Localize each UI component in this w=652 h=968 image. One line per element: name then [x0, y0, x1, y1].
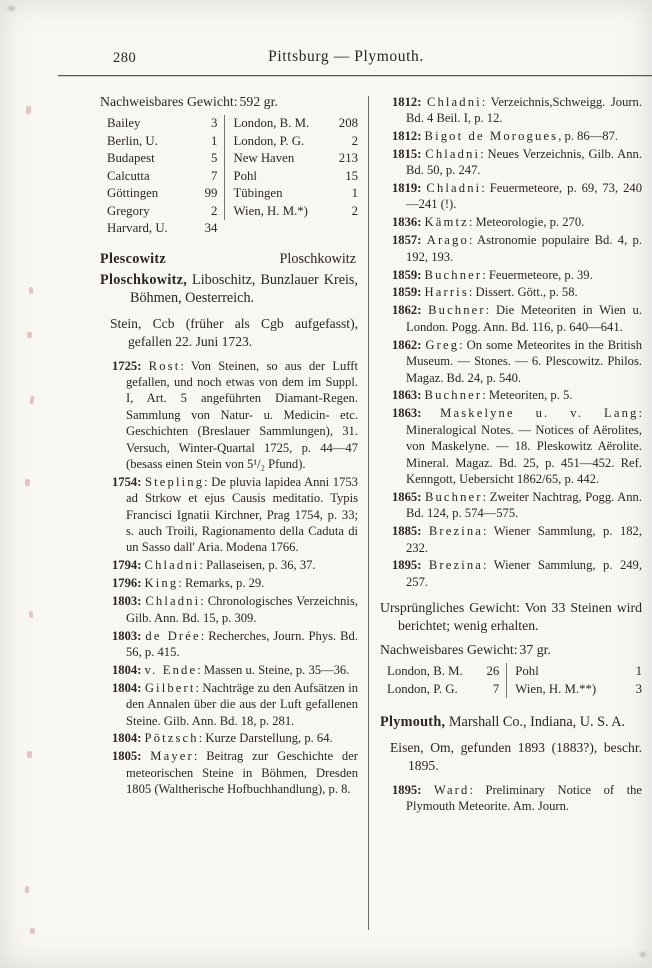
reference-author: Maskelyne u. v. Lang	[440, 406, 639, 421]
reference-year: 1754:	[112, 474, 142, 489]
scan-artifact	[29, 396, 34, 405]
scan-artifact	[25, 886, 30, 893]
reference-text: Remarks, p. 29.	[184, 576, 265, 591]
reference-separator: :	[197, 662, 204, 677]
reference-year: 1859:	[392, 285, 422, 300]
reference-separator: :	[199, 558, 207, 573]
page-header	[0, 48, 652, 70]
reference-year: 1803:	[112, 594, 142, 609]
reference-author: Mayer	[150, 749, 194, 764]
collection-name: Göttingen	[107, 186, 159, 200]
reference-author: Gilbert	[144, 680, 196, 695]
reference-separator: :	[638, 406, 642, 421]
collection-name: London, P. G.	[387, 681, 458, 696]
reference-text: Astronomie populaire Bd. 4, p. 192, 193.	[406, 233, 643, 264]
reference-author: Buchner	[428, 303, 486, 318]
reference-text: On some Meteorites in the British Museum. — Stones. — 6. Plescowitz. Philos. Magaz. Bd. 24, p. 540.	[406, 337, 643, 385]
reference-separator: :	[482, 388, 489, 403]
reference-author: Chladni	[144, 558, 200, 573]
reference-text: Verzeichnis,Schweigg. Journ. Bd. 4 Beil. I, p. 12.	[406, 94, 643, 125]
scan-artifact	[25, 106, 31, 115]
weight-table	[107, 115, 358, 238]
reference-year: 1885:	[392, 524, 422, 539]
collection-value: 26	[486, 664, 500, 679]
reference-text: p. 86—87.	[564, 128, 619, 143]
reference-author: Chladni	[426, 181, 482, 196]
reference-entry	[100, 748, 358, 797]
collection-name: Budapest	[107, 151, 155, 165]
reference-author: Buchner	[424, 267, 483, 282]
weight-table-row	[387, 663, 642, 681]
reference-entry	[100, 474, 358, 556]
collection-name: Harvard, U.	[107, 221, 168, 235]
collection-name: London, B. M.	[224, 115, 334, 133]
reference-entry	[380, 232, 642, 265]
reference-author: Bigot de Morogues	[424, 128, 559, 143]
reference-entry	[100, 680, 358, 729]
weight-table-row	[107, 115, 358, 133]
left-column	[100, 92, 358, 954]
collection-value: 7	[492, 681, 500, 696]
synonym-name: Ploschkowitz	[279, 250, 356, 267]
right-column	[380, 92, 644, 954]
reference-entry	[380, 337, 642, 386]
collection-name: London, B. M.	[387, 664, 463, 679]
weight-table-row	[107, 133, 358, 151]
reference-text: Mineralogical Notes. — Notices of Aërolites, von Maskelyne. — 18. Pleskowitz Aërolite. Mineral. Magaz. Bd. 25, p. 451—452. Ref. Kenngott, Uebersicht 1862/65, p. 442.	[406, 422, 642, 486]
header-rule	[58, 75, 652, 76]
reference-year: 1863:	[392, 388, 422, 403]
collection-name: Tübingen	[224, 185, 334, 203]
reference-separator: :	[468, 215, 476, 230]
reference-text: Von Steinen, so aus der Lufft gefallen, und noch etwas von dem im Suppl. I, Art. 5 angeführten Diamant-Regen. Sammlung von Natur- u. Medicin- etc. Geschichten (Breslauer Sammlungen), 31. Versuch, Winter-Quartal 1725, p. 44—47 (besass einen Stein von 5¹/₂ Pfund).	[126, 358, 358, 471]
collection-name	[224, 220, 334, 238]
reference-year: 1725:	[112, 358, 142, 373]
reference-separator: :	[482, 489, 490, 504]
reference-author: Arago	[426, 233, 469, 248]
reference-year: 1862:	[392, 337, 422, 352]
reference-entry	[380, 782, 642, 815]
reference-separator: :	[198, 731, 206, 746]
reference-entry	[100, 730, 358, 746]
reference-separator: :	[468, 285, 476, 300]
reference-author: Harris	[424, 285, 469, 300]
reference-text: Pallaseisen, p. 36, 37.	[206, 558, 316, 573]
reference-year: 1812:	[392, 128, 422, 143]
reference-separator: :	[200, 594, 208, 609]
entry-description: Stein, Ccb (früher als Cgb aufgefasst), gefallen 22. Juni 1723.	[110, 315, 358, 349]
reference-text: Wiener Sammlung, p. 249, 257.	[406, 558, 642, 589]
reference-separator: :	[195, 680, 203, 695]
reference-entry	[100, 358, 358, 473]
reference-separator: :	[459, 337, 467, 352]
reference-entry	[380, 523, 642, 556]
collection-value	[334, 220, 358, 238]
reference-separator: :	[485, 303, 496, 318]
reference-entry	[380, 405, 642, 487]
weight-table-row	[107, 185, 358, 203]
reference-separator: :	[483, 524, 494, 539]
collection-name: Gregory	[107, 203, 150, 218]
collection-value: 213	[338, 151, 358, 165]
weight-table-row	[387, 681, 642, 699]
reference-author: Brezina	[428, 524, 484, 539]
reference-author: King	[144, 576, 179, 591]
collection-value: 1	[211, 133, 218, 148]
reference-text: Meteoriten, p. 5.	[488, 388, 573, 403]
collection-name: Calcutta	[107, 168, 150, 183]
reference-year: 1865:	[392, 489, 422, 504]
collection-value: 5	[211, 151, 218, 165]
reference-author: Chladni	[145, 594, 201, 609]
entry-location: Marshall Co., Indiana, U. S. A.	[445, 714, 626, 731]
weight-label: Nachweisbares Gewicht:	[380, 642, 518, 658]
reference-author: de Drée	[145, 628, 201, 643]
reference-text: Chronologisches Verzeichnis, Gilb. Ann. Bd. 15, p. 309.	[126, 594, 358, 625]
collection-value: 34	[204, 221, 218, 235]
collection-value: 1	[351, 186, 358, 200]
reference-year: 1863:	[392, 406, 422, 421]
reference-author: Kämtz	[424, 215, 469, 230]
collection-value: 2	[351, 203, 358, 218]
collection-value: 2	[211, 203, 218, 218]
scan-artifact	[640, 952, 646, 957]
reference-separator: :	[193, 749, 207, 764]
reference-year: 1859:	[392, 267, 422, 282]
reference-author: Ward	[433, 782, 470, 797]
reference-separator: :	[481, 181, 490, 196]
weight-table	[387, 663, 642, 698]
reference-author: Pötzsch	[144, 731, 199, 746]
scan-artifact	[25, 479, 30, 486]
synonym-cross-reference	[100, 251, 356, 268]
reference-year: 1805:	[112, 749, 142, 764]
reference-separator: :	[180, 358, 191, 373]
scan-artifact	[29, 287, 34, 294]
reference-text: Nachträge zu den Aufsätzen in den Annalen über die aus der Luft gefallenen Steine. Gilb. Ann. Bd. 18, p. 281.	[126, 680, 358, 728]
reference-year: 1895:	[392, 558, 422, 573]
reference-separator: :	[482, 267, 489, 282]
collection-value: 7	[211, 168, 218, 183]
weight-value: 592 gr.	[239, 94, 278, 109]
reference-text: Feuermeteore, p. 69, 73, 240—241 (!).	[406, 181, 643, 212]
reference-author: Rost	[148, 358, 181, 373]
reference-author: Brezina	[428, 558, 484, 573]
reference-author: Buchner	[424, 489, 483, 504]
scan-artifact	[29, 611, 34, 618]
reference-author: Chladni	[425, 146, 481, 161]
reference-entry	[380, 128, 642, 144]
entry-heading	[100, 271, 358, 308]
reference-text: Recherches, Journ. Phys. Bd. 56, p. 415.	[126, 628, 358, 659]
reference-separator: :	[204, 474, 212, 489]
collection-value: 2	[351, 133, 358, 148]
reference-text: Massen u. Steine, p. 35—36.	[203, 662, 350, 677]
reference-text: Neues Verzeichnis, Gilb. Ann. Bd. 50, p. 247.	[406, 146, 643, 178]
reference-year: 1803:	[112, 628, 142, 643]
reference-year: 1895:	[392, 782, 422, 797]
reference-text: Wiener Sammlung, p. 182, 232.	[406, 524, 642, 555]
weight-table-row	[107, 168, 358, 186]
reference-separator: :	[178, 576, 185, 591]
text-columns	[100, 92, 644, 954]
reference-year: 1804:	[112, 731, 142, 746]
entry-heading	[380, 713, 642, 732]
reference-entry	[380, 557, 642, 590]
reference-entry	[380, 302, 642, 335]
reference-entry	[100, 557, 358, 573]
reference-entry	[380, 267, 642, 283]
reference-author: Buchner	[424, 388, 483, 403]
weight-table-row	[107, 203, 358, 221]
reference-entry	[100, 628, 358, 661]
page-number: 280	[113, 50, 137, 66]
collection-value: 15	[345, 168, 358, 183]
collection-name: London, P. G.	[224, 133, 334, 151]
reference-separator: :	[469, 782, 486, 797]
reference-text: De pluvia lapidea Anni 1753 ad Strkow et ejus Causis meditatio. Typis Francisci Ignatii Kirchner, Prag 1754, p. 33; s. auch Troili, Ragionamento della Caduta di un Sasso dall' Aria. Modena 1766.	[126, 474, 358, 555]
reference-entry	[380, 94, 642, 127]
reference-year: 1804:	[112, 662, 142, 677]
reference-text: Meteorologie, p. 270.	[475, 215, 585, 230]
reference-separator: :	[468, 233, 478, 248]
weight-heading	[380, 642, 642, 658]
reference-author: Stepling	[145, 474, 205, 489]
reference-year: 1794:	[112, 558, 142, 573]
reference-year: 1804:	[112, 680, 142, 695]
reference-text: Kurze Darstellung, p. 64.	[205, 731, 333, 746]
running-title: Pittsburg — Plymouth.	[268, 48, 424, 65]
original-weight-label: Ursprüngliches Gewicht:	[380, 600, 520, 616]
entry-description: Eisen, Om, gefunden 1893 (1883?), beschr. 1895.	[390, 739, 642, 773]
meteorite-name: Plescowitz	[100, 250, 167, 267]
reference-separator: ,	[558, 128, 565, 143]
meteorite-name: Ploschkowitz,	[100, 271, 188, 288]
reference-separator: :	[480, 146, 488, 161]
reference-author: Chladni	[426, 94, 482, 109]
weight-table-row	[107, 220, 358, 238]
reference-separator: :	[481, 94, 491, 109]
reference-text: Dissert. Gött., p. 58.	[475, 285, 578, 300]
collection-name: Pohl	[224, 168, 334, 186]
reference-entry	[380, 214, 642, 230]
reference-entry	[380, 284, 642, 300]
collection-value: 208	[338, 116, 358, 130]
scan-artifact	[30, 928, 35, 934]
collection-name: Pohl	[506, 663, 618, 681]
collection-name: Wien, H. M.*)	[224, 203, 334, 221]
reference-year: 1836:	[392, 215, 422, 230]
meteorite-name: Plymouth,	[380, 714, 446, 731]
reference-year: 1815:	[392, 146, 422, 161]
reference-entry	[380, 387, 642, 403]
weight-value: 37 gr.	[519, 642, 551, 658]
weight-heading	[100, 94, 358, 110]
reference-entry	[100, 575, 358, 591]
reference-separator: :	[200, 628, 209, 643]
reference-entry	[100, 593, 358, 626]
collection-value: 3	[211, 116, 218, 130]
collection-name: Wien, H. M.**)	[506, 681, 618, 699]
reference-entry	[380, 489, 642, 522]
reference-text: Zweiter Nachtrag, Pogg. Ann. Bd. 124, p. 574—575.	[406, 489, 642, 521]
collection-value: 99	[204, 186, 218, 200]
reference-year: 1819:	[392, 181, 422, 196]
reference-author: Greg	[425, 337, 460, 352]
column-divider	[368, 96, 369, 930]
reference-year: 1796:	[112, 576, 142, 591]
reference-separator: :	[483, 558, 494, 573]
weight-label: Nachweisbares Gewicht:	[100, 94, 238, 109]
original-weight-note	[380, 599, 642, 635]
reference-text: Feuermeteore, p. 39.	[488, 267, 593, 282]
reference-year: 1862:	[392, 303, 422, 318]
reference-entry	[380, 146, 642, 179]
reference-entry	[100, 662, 358, 678]
reference-year: 1812:	[392, 94, 422, 109]
reference-entry	[380, 180, 642, 213]
reference-text: Preliminary Notice of the Plymouth Meteorite. Am. Journ.	[406, 782, 642, 814]
scan-artifact	[27, 332, 32, 338]
weight-table-row	[107, 150, 358, 168]
reference-year: 1857:	[392, 233, 422, 248]
scan-artifact	[27, 751, 32, 758]
collection-name: Berlin, U.	[107, 133, 158, 148]
reference-author: v. Ende	[144, 662, 198, 677]
reference-text: Beitrag zur Geschichte der meteorischen Steine in Böhmen, Dresden 1805 (Waltherische Hofbuchhandlung), p. 8.	[126, 749, 358, 797]
original-weight-text: Von 33 Steinen wird berichtet; wenig erhalten.	[398, 600, 642, 634]
collection-value: 3	[635, 681, 642, 696]
collection-name: New Haven	[224, 150, 334, 168]
collection-value: 1	[635, 664, 642, 679]
collection-name: Bailey	[107, 116, 141, 130]
entry-location: Liboschitz, Bunzlauer Kreis, Böhmen, Oesterreich.	[130, 271, 358, 306]
reference-text: Die Meteoriten in Wien u. London. Pogg. Ann. Bd. 116, p. 640—641.	[406, 303, 642, 334]
scan-artifact	[8, 6, 15, 11]
